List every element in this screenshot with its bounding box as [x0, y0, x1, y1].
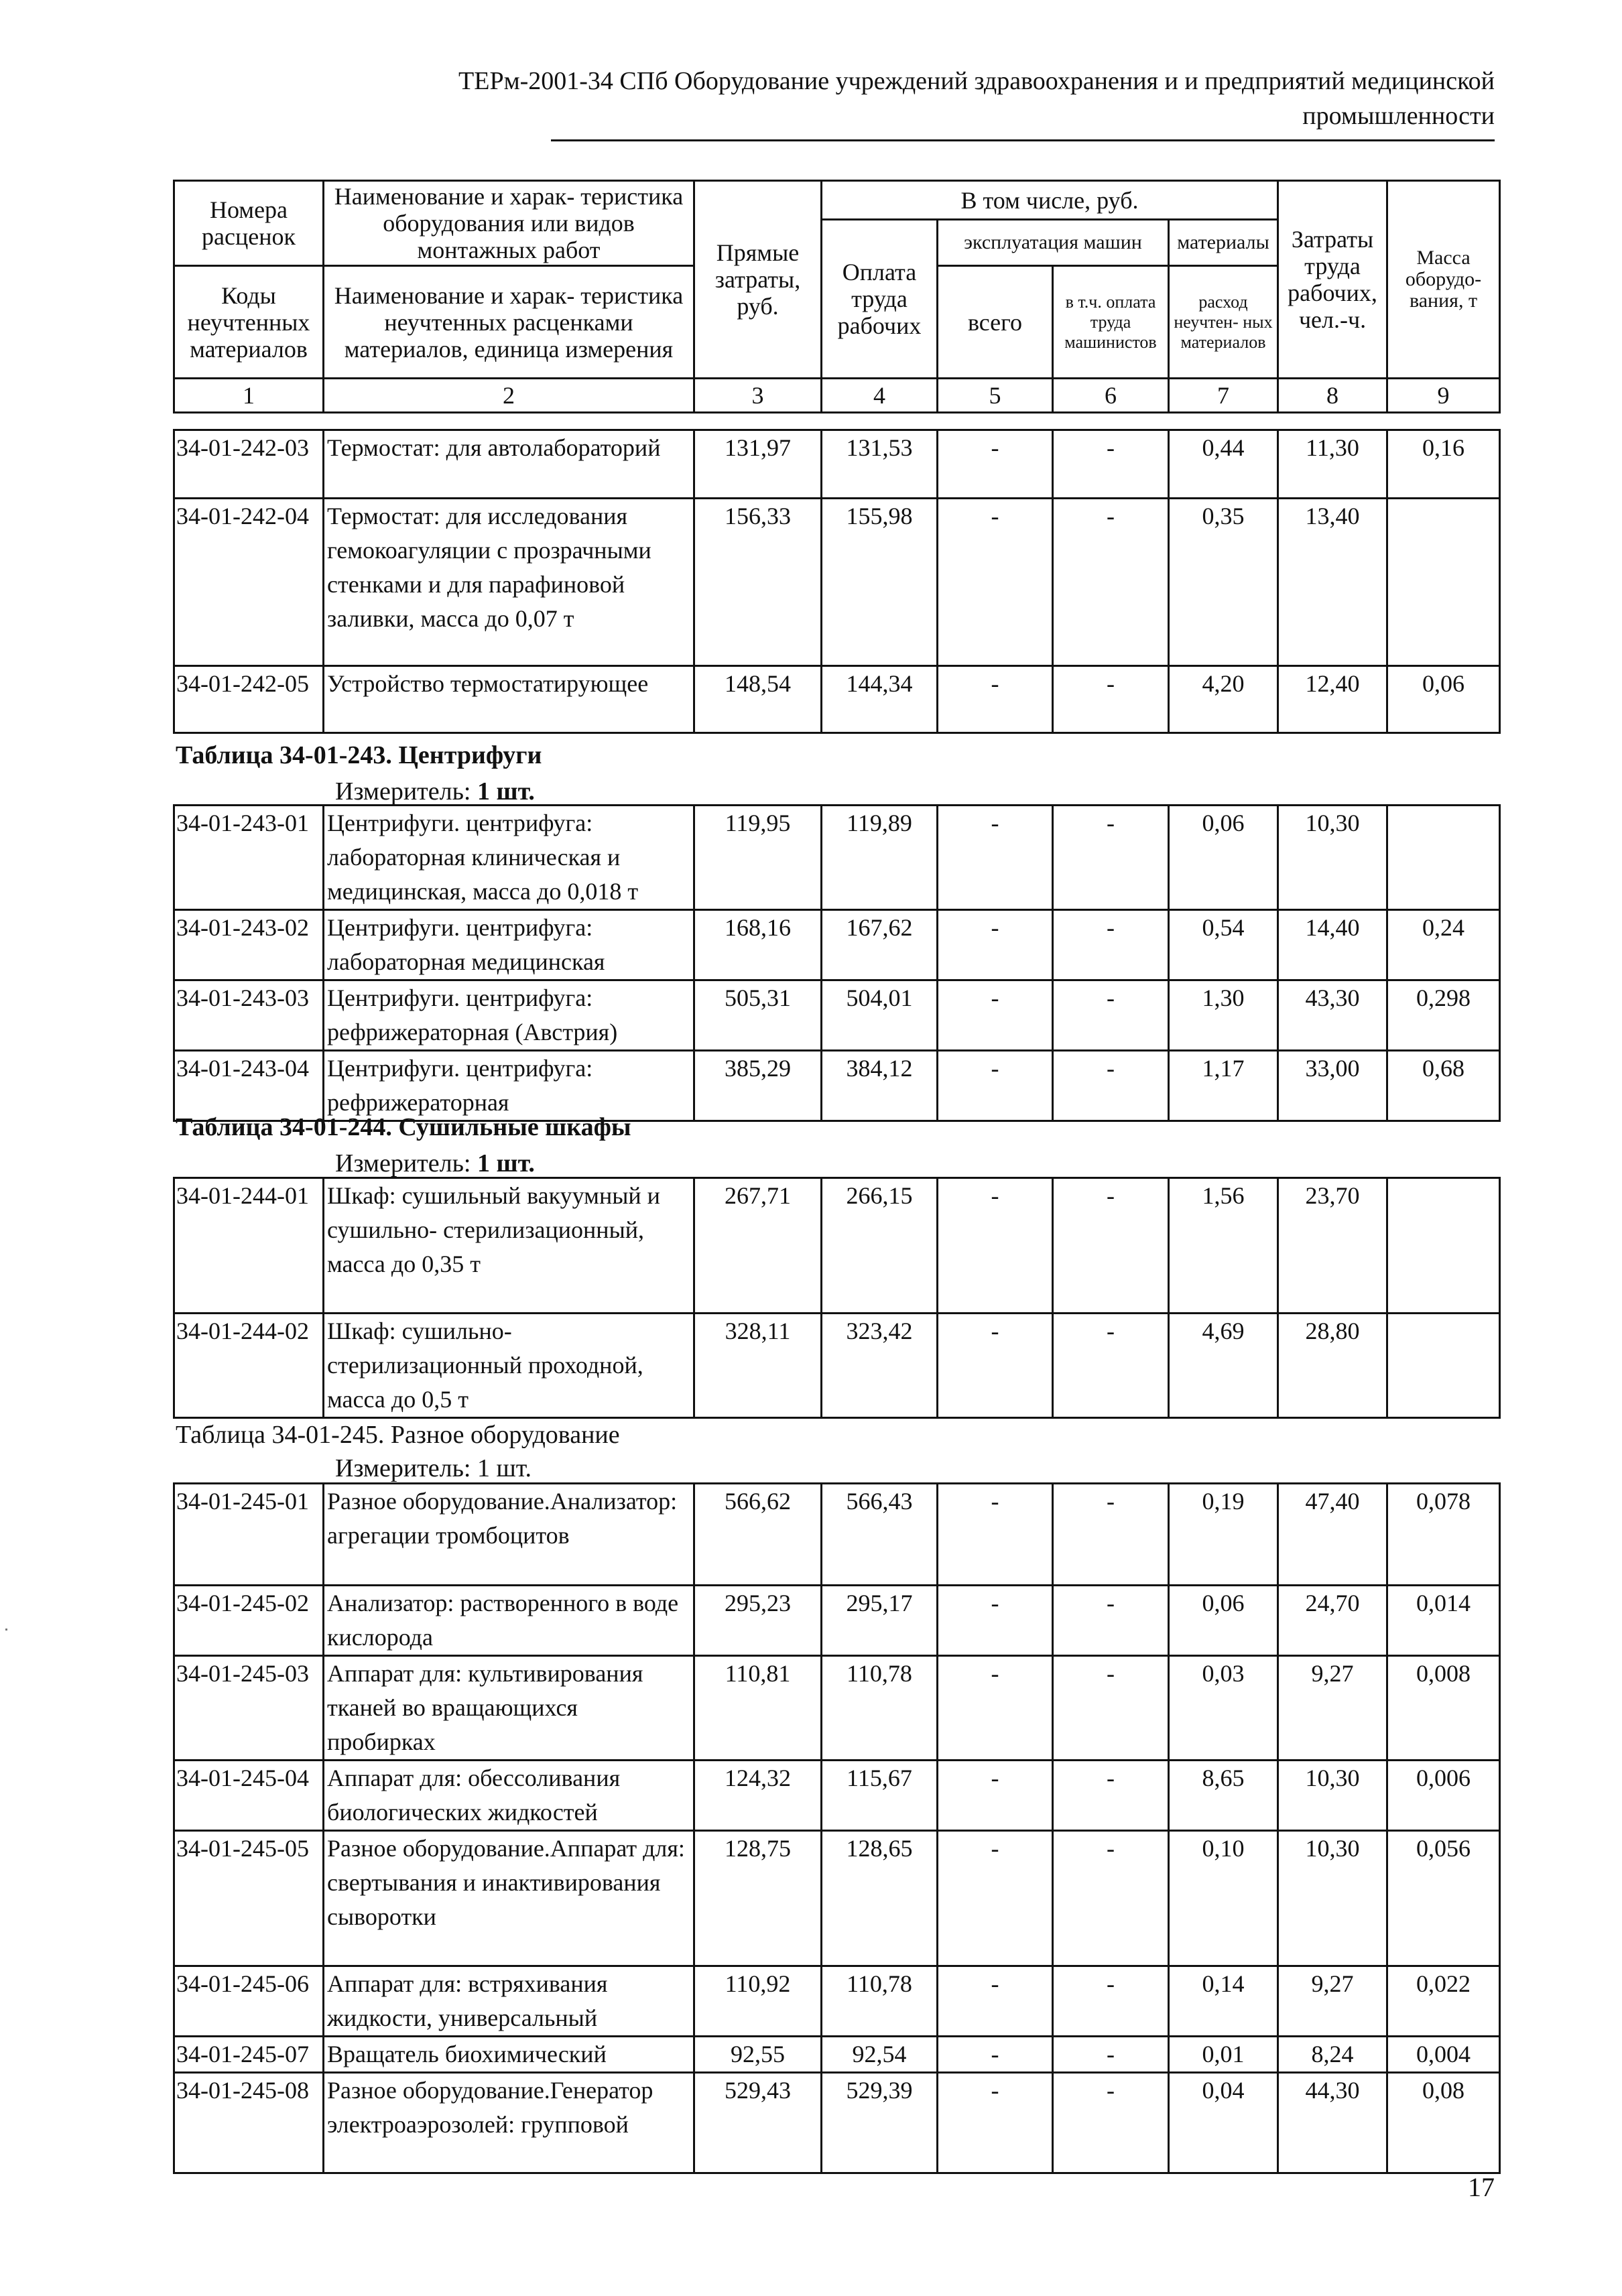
cell-rate-name: Разное оборудование.Анализатор: агрегации тромбоцитов	[324, 1484, 694, 1586]
header-machinist-pay: в т.ч. оплата труда машинистов	[1053, 266, 1169, 379]
cell-rate-code: 34-01-245-05	[174, 1831, 324, 1966]
cell-machinist-pay: -	[1053, 1586, 1169, 1656]
header-unaccounted-codes: Коды неучтенных материалов	[174, 266, 324, 379]
table-row	[174, 1051, 1500, 1121]
cell-rate-code: 34-01-242-04	[174, 499, 324, 666]
table-243-meter	[335, 776, 535, 807]
cell-rate-name: Аппарат для: встряхивания жидкости, универсальный	[324, 1966, 694, 2037]
table-row	[174, 1761, 1500, 1831]
cell-materials: 0,06	[1169, 806, 1278, 910]
table-row	[174, 910, 1500, 980]
header-labor-hours: Затраты труда рабочих, чел.-ч.	[1278, 181, 1387, 379]
cell-materials: 0,04	[1169, 2073, 1278, 2173]
cell-machinist-pay: -	[1053, 499, 1169, 666]
cell-worker-pay: 266,15	[822, 1178, 938, 1314]
cell-machines-total: -	[938, 666, 1053, 733]
header-rate-numbers: Номера расценок	[174, 181, 324, 266]
header-machines-total: всего	[938, 266, 1053, 379]
cell-equipment-mass: 0,16	[1387, 430, 1500, 499]
cell-machines-total: -	[938, 980, 1053, 1051]
cell-rate-name: Аппарат для: культивирования тканей во вращающихся пробирках	[324, 1656, 694, 1761]
cell-labor-hours: 9,27	[1278, 1966, 1387, 2037]
cell-materials: 0,54	[1169, 910, 1278, 980]
cell-machines-total: -	[938, 1761, 1053, 1831]
cell-direct-cost: 328,11	[694, 1314, 822, 1418]
cell-labor-hours: 43,30	[1278, 980, 1387, 1051]
cell-materials: 8,65	[1169, 1761, 1278, 1831]
cell-labor-hours: 10,30	[1278, 1761, 1387, 1831]
cell-rate-code: 34-01-243-01	[174, 806, 324, 910]
cell-direct-cost: 385,29	[694, 1051, 822, 1121]
col-number-9: 9	[1387, 379, 1500, 413]
cell-worker-pay: 167,62	[822, 910, 938, 980]
header-material-consumption: расход неучтен- ных материалов	[1169, 266, 1278, 379]
table-row	[174, 1966, 1500, 2037]
cell-materials: 1,56	[1169, 1178, 1278, 1314]
table-row	[174, 1586, 1500, 1656]
cell-labor-hours: 8,24	[1278, 2037, 1387, 2073]
cell-direct-cost: 124,32	[694, 1761, 822, 1831]
cell-rate-code: 34-01-245-07	[174, 2037, 324, 2073]
cell-materials: 0,44	[1169, 430, 1278, 499]
cell-materials: 0,19	[1169, 1484, 1278, 1586]
cell-worker-pay: 110,78	[822, 1656, 938, 1761]
cell-machines-total: -	[938, 1831, 1053, 1966]
cell-equipment-mass: 0,68	[1387, 1051, 1500, 1121]
cell-materials: 4,20	[1169, 666, 1278, 733]
meter-value: 1 шт.	[477, 777, 535, 806]
cell-labor-hours: 12,40	[1278, 666, 1387, 733]
header-rule	[551, 139, 1495, 141]
cell-rate-name: Разное оборудование.Генератор электроаэрозолей: групповой	[324, 2073, 694, 2173]
table-243	[173, 804, 1501, 1122]
header-material-name: Наименование и харак- теристика неучтенных расценками материалов, единица измерения	[324, 266, 694, 379]
table-244-title: Таблица 34-01-244. Сушильные шкафы	[176, 1113, 631, 1141]
cell-worker-pay: 529,39	[822, 2073, 938, 2173]
cell-direct-cost: 110,92	[694, 1966, 822, 2037]
cell-rate-code: 34-01-243-03	[174, 980, 324, 1051]
cell-machinist-pay: -	[1053, 1966, 1169, 2037]
cell-direct-cost: 110,81	[694, 1656, 822, 1761]
cell-equipment-mass: 0,056	[1387, 1831, 1500, 1966]
meter-label: Измеритель:	[335, 1149, 471, 1177]
table-243-title: Таблица 34-01-243. Центрифуги	[176, 741, 542, 769]
table-row	[174, 806, 1500, 910]
cell-direct-cost: 119,95	[694, 806, 822, 910]
table-row	[174, 1314, 1500, 1418]
cell-machinist-pay: -	[1053, 806, 1169, 910]
col-number-6: 6	[1053, 379, 1169, 413]
cell-labor-hours: 13,40	[1278, 499, 1387, 666]
cell-direct-cost: 295,23	[694, 1586, 822, 1656]
table-row	[174, 430, 1500, 499]
cell-machines-total: -	[938, 1966, 1053, 2037]
cell-rate-name: Анализатор: растворенного в воде кислорода	[324, 1586, 694, 1656]
cell-machinist-pay: -	[1053, 1051, 1169, 1121]
header-materials: материалы	[1169, 220, 1278, 266]
table-245-title: Таблица 34-01-245. Разное оборудование	[176, 1421, 620, 1449]
running-header	[322, 64, 1495, 133]
cell-materials: 1,30	[1169, 980, 1278, 1051]
cell-materials: 0,10	[1169, 1831, 1278, 1966]
cell-rate-code: 34-01-245-04	[174, 1761, 324, 1831]
cell-equipment-mass: 0,078	[1387, 1484, 1500, 1586]
cell-rate-code: 34-01-244-01	[174, 1178, 324, 1314]
cell-direct-cost: 267,71	[694, 1178, 822, 1314]
cell-rate-name: Центрифуги. центрифуга: лабораторная медицинская	[324, 910, 694, 980]
header-worker-pay: Оплата труда рабочих	[822, 220, 938, 379]
cell-rate-code: 34-01-245-01	[174, 1484, 324, 1586]
cell-machines-total: -	[938, 1656, 1053, 1761]
cell-worker-pay: 119,89	[822, 806, 938, 910]
cell-labor-hours: 14,40	[1278, 910, 1387, 980]
cell-labor-hours: 10,30	[1278, 806, 1387, 910]
cell-machines-total: -	[938, 499, 1053, 666]
cell-worker-pay: 384,12	[822, 1051, 938, 1121]
table-row	[174, 499, 1500, 666]
cell-rate-code: 34-01-245-03	[174, 1656, 324, 1761]
cell-machines-total: -	[938, 910, 1053, 980]
cell-worker-pay: 131,53	[822, 430, 938, 499]
cell-direct-cost: 131,97	[694, 430, 822, 499]
cell-labor-hours: 47,40	[1278, 1484, 1387, 1586]
table-242	[173, 429, 1501, 734]
cell-worker-pay: 295,17	[822, 1586, 938, 1656]
cell-equipment-mass	[1387, 1314, 1500, 1418]
cell-direct-cost: 128,75	[694, 1831, 822, 1966]
cell-rate-code: 34-01-242-05	[174, 666, 324, 733]
table-245-meter	[335, 1453, 532, 1484]
cell-rate-name: Центрифуги. центрифуга: лабораторная клиническая и медицинская, масса до 0,018 т	[324, 806, 694, 910]
cell-materials: 0,01	[1169, 2037, 1278, 2073]
cell-equipment-mass: 0,006	[1387, 1761, 1500, 1831]
cell-machines-total: -	[938, 806, 1053, 910]
cell-machinist-pay: -	[1053, 2037, 1169, 2073]
cell-equipment-mass: 0,008	[1387, 1656, 1500, 1761]
cell-machinist-pay: -	[1053, 1761, 1169, 1831]
col-number-4: 4	[822, 379, 938, 413]
meter-value: 1 шт.	[477, 1149, 535, 1177]
cell-machines-total: -	[938, 430, 1053, 499]
cell-equipment-mass	[1387, 806, 1500, 910]
col-number-7: 7	[1169, 379, 1278, 413]
cell-materials: 1,17	[1169, 1051, 1278, 1121]
cell-equipment-mass: 0,014	[1387, 1586, 1500, 1656]
cell-labor-hours: 28,80	[1278, 1314, 1387, 1418]
header-equipment-mass: Масса оборудо- вания, т	[1387, 181, 1500, 379]
cell-equipment-mass	[1387, 499, 1500, 666]
cell-machinist-pay: -	[1053, 1178, 1169, 1314]
table-245	[173, 1482, 1501, 2174]
cell-labor-hours: 24,70	[1278, 1586, 1387, 1656]
running-header-line1: ТЕРм-2001-34 СПб Оборудование учреждений здравоохранения и и предприятий медицинской	[458, 67, 1495, 95]
table-row	[174, 666, 1500, 733]
cell-rate-code: 34-01-245-06	[174, 1966, 324, 2037]
cell-equipment-mass: 0,08	[1387, 2073, 1500, 2173]
cell-labor-hours: 23,70	[1278, 1178, 1387, 1314]
cell-machinist-pay: -	[1053, 1314, 1169, 1418]
table-row	[174, 2073, 1500, 2173]
cell-materials: 4,69	[1169, 1314, 1278, 1418]
cell-worker-pay: 110,78	[822, 1966, 938, 2037]
cell-worker-pay: 504,01	[822, 980, 938, 1051]
cell-direct-cost: 529,43	[694, 2073, 822, 2173]
col-number-1: 1	[174, 379, 324, 413]
cell-equipment-mass: 0,298	[1387, 980, 1500, 1051]
cell-machines-total: -	[938, 1178, 1053, 1314]
cell-equipment-mass	[1387, 1178, 1500, 1314]
cell-rate-code: 34-01-245-08	[174, 2073, 324, 2173]
cell-machinist-pay: -	[1053, 430, 1169, 499]
cell-materials: 0,06	[1169, 1586, 1278, 1656]
column-header-table	[173, 180, 1501, 413]
cell-machines-total: -	[938, 1314, 1053, 1418]
col-number-2: 2	[324, 379, 694, 413]
cell-machinist-pay: -	[1053, 666, 1169, 733]
cell-machinist-pay: -	[1053, 1484, 1169, 1586]
cell-rate-name: Устройство термостатирующее	[324, 666, 694, 733]
cell-rate-code: 34-01-244-02	[174, 1314, 324, 1418]
cell-labor-hours: 44,30	[1278, 2073, 1387, 2173]
running-header-line2: промышленности	[1302, 102, 1495, 130]
table-244	[173, 1177, 1501, 1419]
header-direct-costs: Прямые затраты, руб.	[694, 181, 822, 379]
cell-machinist-pay: -	[1053, 2073, 1169, 2173]
cell-rate-code: 34-01-243-04	[174, 1051, 324, 1121]
header-work-name: Наименование и харак- теристика оборудования или видов монтажных работ	[324, 181, 694, 266]
cell-worker-pay: 128,65	[822, 1831, 938, 1966]
cell-rate-code: 34-01-243-02	[174, 910, 324, 980]
cell-rate-code: 34-01-242-03	[174, 430, 324, 499]
cell-rate-name: Центрифуги. центрифуга: рефрижераторная	[324, 1051, 694, 1121]
cell-equipment-mass: 0,004	[1387, 2037, 1500, 2073]
cell-direct-cost: 148,54	[694, 666, 822, 733]
cell-labor-hours: 10,30	[1278, 1831, 1387, 1966]
cell-equipment-mass: 0,24	[1387, 910, 1500, 980]
cell-equipment-mass: 0,06	[1387, 666, 1500, 733]
cell-worker-pay: 155,98	[822, 499, 938, 666]
cell-direct-cost: 168,16	[694, 910, 822, 980]
meter-value: 1 шт.	[477, 1454, 532, 1482]
table-row	[174, 1484, 1500, 1586]
cell-machines-total: -	[938, 1051, 1053, 1121]
col-number-3: 3	[694, 379, 822, 413]
table-row	[174, 1178, 1500, 1314]
cell-machines-total: -	[938, 1484, 1053, 1586]
cell-rate-name: Термостат: для автолабораторий	[324, 430, 694, 499]
table-row	[174, 2037, 1500, 2073]
cell-rate-name: Центрифуги. центрифуга: рефрижераторная (Австрия)	[324, 980, 694, 1051]
cell-direct-cost: 505,31	[694, 980, 822, 1051]
cell-labor-hours: 9,27	[1278, 1656, 1387, 1761]
table-row	[174, 980, 1500, 1051]
cell-worker-pay: 566,43	[822, 1484, 938, 1586]
page-number: 17	[1468, 2172, 1495, 2202]
cell-materials: 0,14	[1169, 1966, 1278, 2037]
cell-materials: 0,35	[1169, 499, 1278, 666]
cell-machinist-pay: -	[1053, 910, 1169, 980]
cell-rate-name: Шкаф: сушильный вакуумный и сушильно- стерилизационный, масса до 0,35 т	[324, 1178, 694, 1314]
meter-label: Измеритель:	[335, 1454, 471, 1482]
col-number-5: 5	[938, 379, 1053, 413]
cell-machinist-pay: -	[1053, 1831, 1169, 1966]
cell-rate-name: Вращатель биохимический	[324, 2037, 694, 2073]
header-including: В том числе, руб.	[822, 181, 1278, 220]
scan-speck	[5, 1629, 7, 1631]
cell-labor-hours: 33,00	[1278, 1051, 1387, 1121]
table-row	[174, 1831, 1500, 1966]
cell-rate-name: Термостат: для исследования гемокоагуляции с прозрачными стенками и для парафиновой заливки, масса до 0,07 т	[324, 499, 694, 666]
cell-rate-name: Шкаф: сушильно- стерилизационный проходной, масса до 0,5 т	[324, 1314, 694, 1418]
cell-materials: 0,03	[1169, 1656, 1278, 1761]
table-row	[174, 1656, 1500, 1761]
cell-machines-total: -	[938, 2037, 1053, 2073]
cell-machinist-pay: -	[1053, 980, 1169, 1051]
cell-direct-cost: 156,33	[694, 499, 822, 666]
cell-rate-name: Аппарат для: обессоливания биологических жидкостей	[324, 1761, 694, 1831]
cell-direct-cost: 92,55	[694, 2037, 822, 2073]
cell-machines-total: -	[938, 2073, 1053, 2173]
table-244-meter	[335, 1148, 535, 1179]
cell-rate-code: 34-01-245-02	[174, 1586, 324, 1656]
cell-machines-total: -	[938, 1586, 1053, 1656]
cell-worker-pay: 115,67	[822, 1761, 938, 1831]
header-machine-operation: эксплуатация машин	[938, 220, 1169, 266]
cell-rate-name: Разное оборудование.Аппарат для: свертывания и инактивирования сыворотки	[324, 1831, 694, 1966]
cell-machinist-pay: -	[1053, 1656, 1169, 1761]
cell-equipment-mass: 0,022	[1387, 1966, 1500, 2037]
cell-worker-pay: 144,34	[822, 666, 938, 733]
cell-direct-cost: 566,62	[694, 1484, 822, 1586]
col-number-8: 8	[1278, 379, 1387, 413]
cell-worker-pay: 92,54	[822, 2037, 938, 2073]
meter-label: Измеритель:	[335, 777, 471, 806]
cell-labor-hours: 11,30	[1278, 430, 1387, 499]
cell-worker-pay: 323,42	[822, 1314, 938, 1418]
